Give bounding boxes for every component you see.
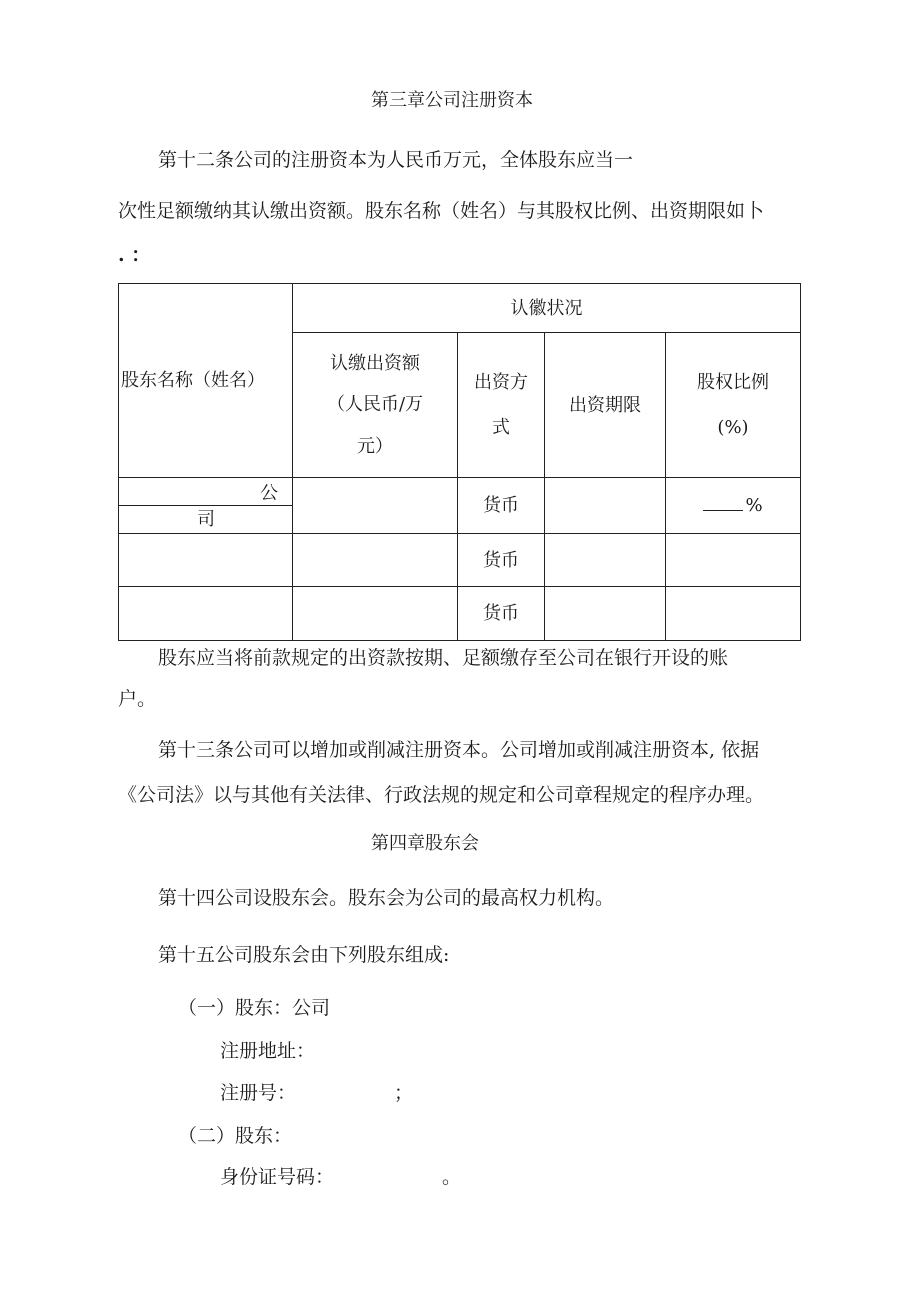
ratio-cell [666,534,801,587]
amount-cell [293,478,458,534]
shareholder-name-cell [119,587,293,641]
id-number-end: 。 [442,1166,462,1188]
deadline-cell [545,534,666,587]
registration-number-end: ； [394,1082,414,1104]
header-shareholder-name: 股东名称（姓名） [119,284,293,478]
ratio-blank [703,495,743,511]
method-cell: 货币 [458,587,545,641]
name-top: 公 [119,480,292,506]
header-equity-ratio: 股权比例 (%) [666,333,801,478]
registered-address-label: 注册地址： [220,1040,316,1062]
header-contribution-method: 出资方 式 [458,333,545,478]
chapter3-title: 第三章公司注册资本 [371,90,533,111]
method-cell: 货币 [458,534,545,587]
registration-number-label: 注册号： [220,1082,297,1104]
capital-table [118,283,801,641]
amount-cell [293,534,458,587]
shareholder-name-cell [119,478,293,534]
ratio-cell: % [666,478,801,534]
method-cell: 货币 [458,478,545,534]
deposit-line2: 户。 [118,688,157,710]
deadline-cell [545,478,666,534]
header-subscription-status: 认徽状况 [293,284,801,333]
header-subscribed-amount: 认缴出资额 （人民币/万 元） [293,333,458,478]
article13-line2: 《公司法》以与其他有关法律、行政法规的规定和公司章程规定的程序办理。 [118,784,765,806]
id-number-label: 身份证号码： [220,1166,335,1188]
ratio-cell [666,587,801,641]
deadline-cell [545,587,666,641]
chapter4-title: 第四章股东会 [371,833,479,854]
table-row [119,587,801,641]
deposit-line1: 股东应当将前款规定的出资款按期、足额缴存至公司在银行开设的账 [158,647,729,669]
article14: 第十四公司设股东会。股东会为公司的最高权力机构。 [158,887,615,909]
article12-line1: 第十二条公司的注册资本为人民币万元，全体股东应当一 [158,149,634,171]
table-row [119,478,801,534]
header-contribution-deadline: 出资期限 [545,333,666,478]
article13-line1: 第十三条公司可以增加或削减注册资本。公司增加或削减注册资本, 依据 [158,739,760,761]
article12-line3: . ： [118,244,151,266]
shareholder-name-cell [119,534,293,587]
article12-line2: 次性足额缴纳其认缴出资额。股东名称（姓名）与其股权比例、出资期限如卜 [118,200,765,222]
shareholder-item2: （二）股东： [178,1125,293,1147]
table-row [119,534,801,587]
name-bottom: 司 [197,508,215,530]
shareholder-item1: （一）股东：公司 [178,997,331,1019]
article15: 第十五公司股东会由下列股东组成: [158,944,450,966]
amount-cell [293,587,458,641]
